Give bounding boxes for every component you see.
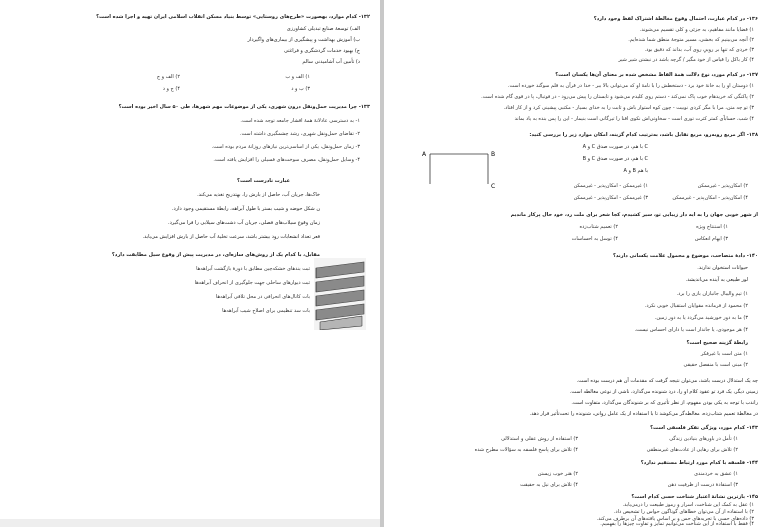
q135-option-2: ثبت دیوارهای ساحلی جهت جلوگیری از انحراف آبراهه‌ها: [194, 280, 310, 286]
q141-option-2: ۲) مبنی است با منفصل حقیقی: [683, 362, 748, 368]
square-of-opposition-diagram: [420, 146, 500, 190]
q137-option-4: ۴) شب، حساباًی کمتر کثرت توری است - سخاوتی‌اش نکوی اقنا را تیرگانی است بنیمار - این را پس بنده به یاد بماند: [514, 116, 754, 122]
q132-item-b: ب) آموزش بهداشت و پیشگیری از بیماری‌های واگیردار: [247, 37, 360, 43]
question-139-stem: از شهر خوبی جهان را به ایه دار زیبایی تو، سیر کشیدم، کجا شعر برای ملت رد، خود حال پرکار ماندیم: [510, 212, 758, 218]
gabion-structure-illustration: [314, 258, 366, 330]
q143-option-1: ۱) تأمل در باورهای بنیادین زندگی: [669, 436, 738, 442]
q145-option-4: ۴) فقط با استفاده از این شناخت می‌توانیم تمایز و تفاوت چیزها را بفهمیم.: [600, 521, 754, 527]
question-141-heading: رابطۀ گزینه صحیح است؟: [686, 340, 748, 346]
q138-option-3: ۳) غیرممکن - امکان‌پذیر - غیرممکن: [573, 195, 648, 201]
diagram-label-b: B: [491, 151, 496, 158]
right-page: [384, 0, 768, 527]
question-135-stem: مقابل، با کدام یک از روش‌های سازه‌ای، در مدیریت پیش از وقوع سیل مطابقت دارد؟: [111, 252, 320, 258]
left-page-footer-strip: [0, 519, 380, 527]
question-145-stem: ۱۴۵- بازترین نشانۀ اعتبار شناخت حسی کدام است؟: [631, 494, 758, 500]
question-132-stem: ۱۳۲- کدام موارد، بهصورت «طرح‌های روستایی» توسط بنیاد مسکن انقلاب اسلامی ایران تهیه و اجرا شده است؟: [96, 14, 370, 20]
q132-option-2: ۲) الف و ج: [156, 74, 180, 80]
diagram-label-a: A: [422, 151, 427, 158]
q133-option-4: ۴- وسایل حمل‌ونقل، مصرف سوخت‌های فسیلی را افزایش یافته است.: [213, 157, 360, 163]
question-143-stem: ۱۴۳- کدام مورد، ویژگی تفکر فلسفی است؟: [650, 425, 758, 431]
q132-item-a: الف) توسعۀ صنایع تبدیلی کشاورزی: [286, 26, 360, 32]
q142-stem: چه یک استدلال درست باشد، می‌توان نتیجه گرفت که مقدمات آن هم درست بوده است.: [576, 378, 758, 384]
q141-option-1: ۱) متن است با غیرفکر: [700, 351, 748, 357]
q135-option-1: ثبت بندهای خشکه‌چین مطابق با دورۀ بازگشت آبراهه‌ها: [196, 266, 310, 272]
q140-option-4: ۴) هر موجودی، یا جاندار است یا دارای احساس نیست.: [634, 327, 748, 333]
passage-line-1: خاک‌ها، جریان آب، حاصل از بارش را، بهتدریج تغذیه می‌کند.: [197, 192, 320, 198]
question-144-stem: ۱۴۴- فلسفه با کدام مورد ارتباط مستقیم ندارد؟: [640, 460, 758, 466]
q138-item-1: A و C با هم، در صورت صدق C: [582, 144, 648, 150]
q144-option-3: ۳) استفادۀ درست از ظرفیت ذهن: [667, 482, 738, 488]
q138-option-4: ۴) امکان‌پذیر - امکان‌پذیر - غیرممکن: [672, 195, 748, 201]
q139-option-4: ۴) توسل به احساسات: [571, 236, 618, 242]
q142-item-2: راندب با توجه به یکی بودن مفهوم، از نظر تأثیری که بر شنوندگان می‌گذارد، متفاوت است.: [571, 400, 758, 406]
q144-option-1: ۱) عشق به خردمندی: [694, 471, 738, 477]
question-133-stem: ۱۳۳- چرا مدیریت حمل‌ونقل درون شهری، یکی از موضوعات مهم شهرها، طی ۵۰ سال اخیر بوده است؟: [118, 104, 370, 110]
q143-option-2: ۲) تلاش برای رهایی از عادت‌های غیرمنطقی: [646, 447, 738, 453]
q140-option-2: ۲) محمود از فرمانده مقوایان استقبال خوبی نکرد.: [644, 303, 748, 309]
q132-item-d: د) تأمین آب آشامیدنی سالم: [302, 59, 360, 65]
q145-option-3: ۳) داده‌های حسی با تجربه‌های حس و بر اساس یافته‌های آن برطرف می‌کند.: [596, 516, 754, 522]
passage-line-2: ن شکل حوضه و شیب بستر با طول آبراهه، رابطۀ مستقیمی وجود دارد.: [171, 206, 320, 212]
q142-item-3: در مغالطۀ تعمیم شتاب‌زده، مغالطه‌گر می‌کوشد تا با استفاده از یک عامل روانی، شنونده را تحت‌تأثیر قرار دهد.: [529, 411, 758, 417]
question-140-stem: ۱۴۰- دادۀ متصاحب، موضوع و محمول علامت یکسانی دارند؟: [612, 253, 758, 259]
q136-option-3: ۳) خردی که تنها بر روییِ روی آب، بداند که دقیق بود.: [644, 47, 754, 53]
q140-option-3: ۳) ما به دور خورشید می‌گردد یا به دور زمین.: [654, 315, 748, 321]
q133-option-1: ۱- به دسترسی عادلانۀ همۀ اقشار جامعه توجه شده است.: [240, 118, 360, 124]
passage-line-4: قعر تعداد انشعابات رود بیشتر باشد، سرعت تخلیۀ آب حاصل از بارش افزایش می‌یابد.: [142, 234, 320, 240]
q140-option-1: ۱) تیم والیبال جانبازان بازی را برد.: [676, 291, 748, 297]
q137-option-2: ۲) پاکنگی که خریدهام خوب پاک نمی‌کند - دستم روی کلیدم می‌شود و تابستان را پیش می‌رود - در فوتبال، پا در قوی گام شده است.: [481, 94, 754, 100]
q135-option-3: بات کانال‌های انحرافی در محل تلاقی آبراهه‌ها: [215, 294, 310, 300]
q137-option-1: ۱) دوستان او را به خانۀ خود برد - دستخطش را با نامۀ او که می‌توانی بالا ببر - خدا در قرآن به قلم سوگند خورده است.: [507, 83, 754, 89]
q133-option-3: ۳- زمان حمل‌ونقل، یکی از اساسی‌ترین نیازهای روزانۀ مردم بوده است.: [211, 144, 360, 150]
q132-option-1: ۱) الف و ب: [285, 74, 310, 80]
q136-option-2: ۲) آنچه می‌بینیم که بخشی، مسیر متوجۀ منطق شما شده‌ایم.: [628, 37, 754, 43]
q138-item-2: B و C با هم، در صورت صدق C: [582, 156, 648, 162]
passage-heading: عبارت نادرست است؟: [237, 178, 290, 184]
q136-option-4: ۴) کار باکل را قیاس از خود مگیر / گرچه باشد در نبشتن شیر شیر: [618, 57, 754, 63]
q135-option-4: بات سد تنظیمی برای اصلاح شیب آبراهه‌ها: [222, 308, 310, 314]
q143-option-4: ۴) تلاش برای پاسخ فلسفه به سؤالات مطرح شده: [474, 447, 578, 453]
q138-item-3: A و B با هم: [623, 168, 648, 174]
q138-option-2: ۲) امکان‌پذیر - غیرممکن: [697, 183, 748, 189]
q138-option-1: ۱) غیرممکن - امکان‌پذیر - غیرممکن: [573, 183, 648, 189]
question-136-stem: ۱۳۶- در کدام عبارت، احتمال وقوع مغالطۀ اشتراک لفظ وجود دارد؟: [593, 16, 758, 22]
passage-line-3: زمان وقوع سیلاب‌های فصلی، جریان آب دشت‌های سیلابی را فرا می‌گیرد.: [167, 220, 320, 226]
q139-option-1: ۱) استنتاج ویژه: [696, 224, 728, 230]
q143-option-3: ۳) استفاده از روش عقلی و استدلالی: [501, 436, 578, 442]
q132-option-3: ۳) ب و د: [291, 86, 310, 92]
q136-option-1: ۱) قضایا مانند مفاهیم، به جزئی و کلی تقسیم می‌شوند.: [639, 27, 754, 33]
q142-item-1: زمینی دیگر، یک فرد تو عقود کلام او را، درد شنونده می‌گذارد، ناشی از نوعی مغالطه است.: [569, 389, 758, 395]
q139-option-2: ۲) تعمیم شتاب‌زده: [579, 224, 618, 230]
left-page: [0, 0, 380, 527]
q145-option-2: ۲) با استفاده از آن می‌توان خطاهای گوناگون حواس را تشخیص داد.: [613, 509, 754, 515]
q144-option-2: ۲) هنر خوب زیستن: [537, 471, 578, 477]
q139-option-3: ۳) ایهام انعکاس: [694, 236, 728, 242]
question-138-stem: ۱۳۸- اگر مربع روبه‌رو، مربع تقابل باشد، به‌ترتیب کدام گزینه، امکان موارد زیر را بررسی کنید:: [529, 132, 758, 138]
q137-option-3: ۳) تو چه متن، مرا با مگر کردی نوبیت - چون کوه استوار باش و ثابت را به خدای بسیار - مکتبی پیشینی کرد و از کار افتاد.: [503, 105, 754, 111]
q145-option-1: ۱) عقل به کمک این شناخت، اسرار و رموز طبیعت را درمی‌یابد.: [622, 502, 754, 508]
q144-option-4: ۴) تلاش برای نیل به حقیقت: [520, 482, 578, 488]
q132-option-4: ۴) ج و د: [162, 86, 180, 92]
question-137-stem: ۱۳۷- در کدام مورد، نوع دلالت همۀ الفاظ مشخص شده بر معنای آن‌ها یکسان است؟: [555, 72, 758, 78]
q140-item-1: حیوانات استخوان ندارند.: [697, 265, 748, 271]
diagram-label-c: C: [491, 183, 496, 190]
q133-option-2: ۲- تقاضای حمل‌ونقل شهری، رشد چشمگیری داشته است.: [239, 131, 360, 137]
q132-item-c: ج) بهبود خدمات گردشگری و فراغتی: [284, 48, 360, 54]
q140-item-2: لور طبیعی به آینده می‌اندیشد.: [685, 277, 748, 283]
